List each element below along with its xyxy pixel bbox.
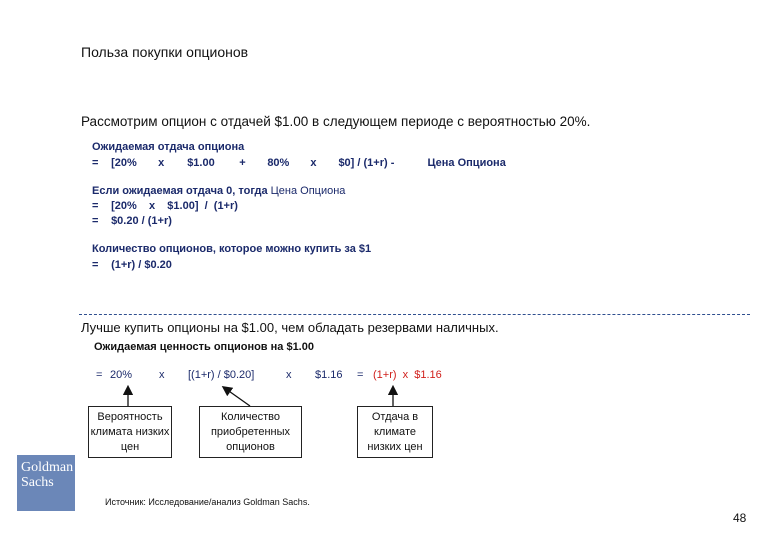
source-note: Источник: Исследование/анализ Goldman Sachs. xyxy=(105,497,310,507)
goldman-sachs-logo xyxy=(17,455,75,511)
equals-sign: = xyxy=(92,200,99,212)
formula-term: + xyxy=(239,157,246,169)
page-number: 48 xyxy=(733,511,747,525)
lead-text: Рассмотрим опцион с отдачей $1.00 в следующем периоде с вероятностью 20%. xyxy=(81,114,591,129)
formula-term: [20% xyxy=(111,157,137,169)
formula-term: 80% xyxy=(267,157,290,169)
logo-line2: Sachs xyxy=(21,475,54,490)
equals-sign: = xyxy=(92,215,99,227)
option-price-highlight: Цена Опциона xyxy=(270,185,346,197)
probability-term: 20% xyxy=(110,369,133,381)
expected-payoff-heading: Ожидаемая отдача опциона xyxy=(92,141,245,153)
zero-payoff-prefix: Если ожидаемая отдача 0, тогда xyxy=(92,185,268,197)
formula-text: (1+r) / $0.20 xyxy=(111,259,172,271)
equals-sign: = xyxy=(92,259,99,271)
probability-box: Вероятность климата низких цен xyxy=(88,406,172,458)
equals-sign: = xyxy=(357,369,364,381)
formula-term: $0] / (1+r) - xyxy=(338,157,395,169)
options-count-term: [(1+r) / $0.20] xyxy=(188,369,255,381)
options-count-box: Количество приобретенных опционов xyxy=(199,406,302,458)
equals-sign: = xyxy=(92,157,99,169)
payoff-box: Отдача в климате низких цен xyxy=(357,406,433,458)
multiply-sign: x xyxy=(286,369,292,381)
payoff-term: $1.16 xyxy=(315,369,343,381)
result-term: (1+r) x $1.16 xyxy=(373,369,442,381)
equals-sign: = xyxy=(96,369,103,381)
page-title: Польза покупки опционов xyxy=(81,44,249,60)
formula-term: x xyxy=(310,157,317,169)
formula-term: $1.00 xyxy=(187,157,215,169)
option-price-label: Цена Опциона xyxy=(427,157,506,169)
formula-term: x xyxy=(158,157,165,169)
logo-line1: Goldman xyxy=(21,460,74,475)
arrow-options-count xyxy=(226,389,250,406)
formula-text: $0.20 / (1+r) xyxy=(111,215,172,227)
expected-value-heading: Ожидаемая ценность опционов на $1.00 xyxy=(94,341,314,353)
formula-text: [20% x $1.00] / (1+r) xyxy=(111,200,238,212)
multiply-sign: x xyxy=(159,369,165,381)
section2-heading: Лучше купить опционы на $1.00, чем обладать резервами наличных. xyxy=(81,320,499,335)
options-count-heading: Количество опционов, которое можно купить за $1 xyxy=(92,243,372,255)
